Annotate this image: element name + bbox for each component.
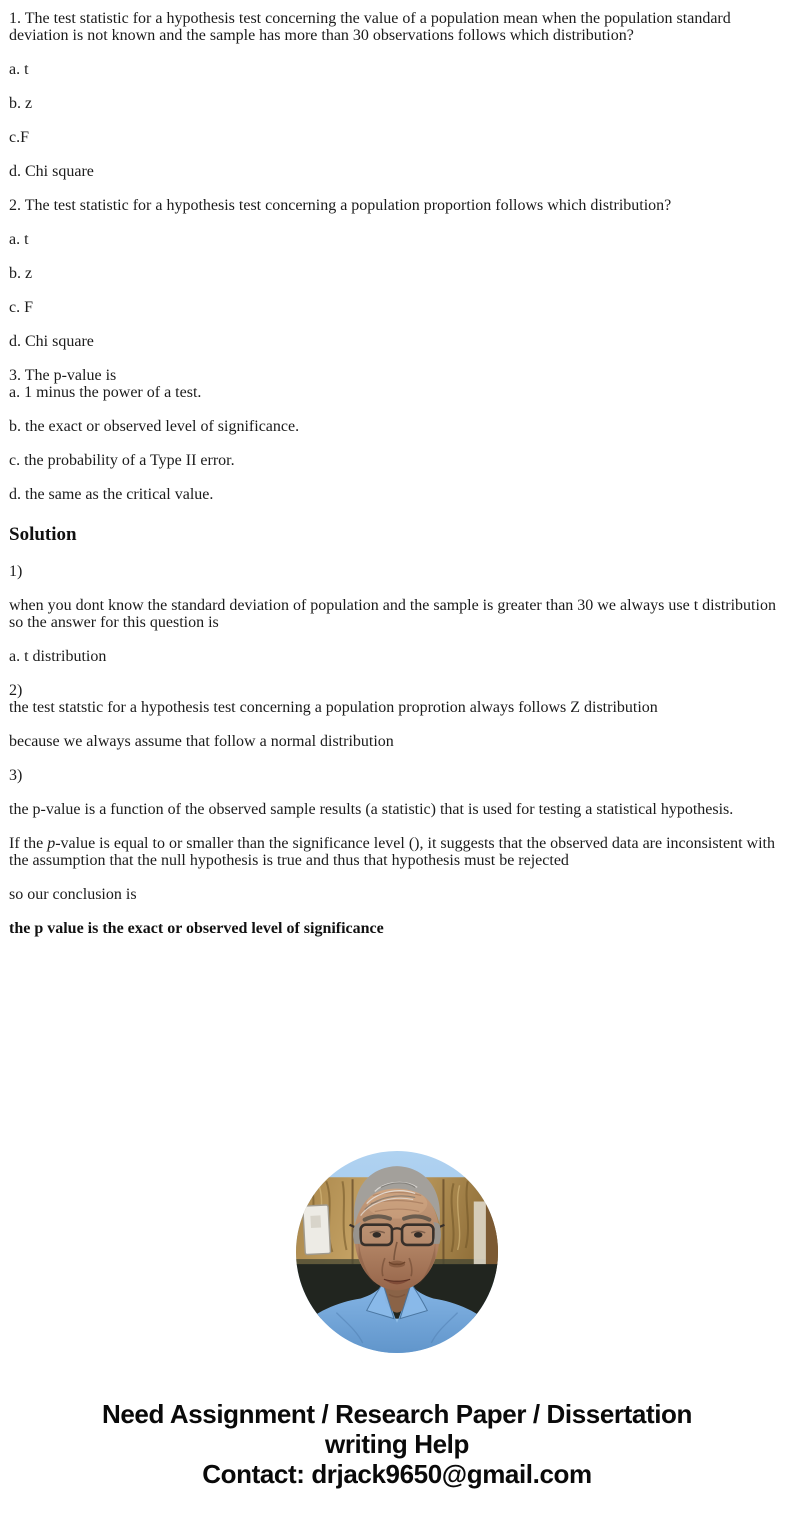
question-3-stem: 3. The p-value is [9, 367, 117, 384]
question-3-text [9, 367, 785, 401]
solution-3-conclusion: the p value is the exact or observed level of significance [9, 920, 384, 937]
question-1-option-d: d. Chi square [9, 163, 94, 180]
solution-3-paragraph-2: If the p-value is equal to or smaller than the significance level (), it suggests that the observed data are inconsistent with the assumption that the null hypothesis is true and thus that hypothesis must be rejected [9, 835, 775, 869]
solution-1-answer: a. t distribution [9, 648, 107, 665]
question-3-option-a: a. 1 minus the power of a test. [9, 384, 202, 401]
question-2-option-c: c. F [9, 299, 33, 316]
solution-heading: Solution [9, 524, 77, 545]
tutor-avatar [296, 1151, 498, 1353]
light-switch-plate [303, 1205, 331, 1255]
solution-3-paragraph-1: the p-value is a function of the observed sample results (a statistic) that is used for testing a statistical hypothesis. [9, 801, 734, 818]
solution-section [9, 563, 785, 937]
solution-2-body: the test statstic for a hypothesis test concerning a population proprotion always follows Z distribution [9, 699, 658, 716]
question-2-option-d: d. Chi square [9, 333, 94, 350]
questions-section [9, 10, 785, 503]
banner-line-1: Need Assignment / Research Paper / Dissertation [101, 1399, 692, 1429]
question-2-text: 2. The test statistic for a hypothesis test concerning a population proportion follows which distribution? [9, 197, 672, 214]
solution-1-body: when you dont know the standard deviation of population and the sample is greater than 30 we always use t distribution so the answer for this question is [9, 597, 776, 631]
banner-line-2: writing Help [325, 1429, 469, 1459]
question-2-option-a: a. t [9, 231, 29, 248]
question-1-option-b: b. z [9, 95, 33, 112]
solution-2-paragraph [9, 682, 785, 716]
question-1-text: 1. The test statistic for a hypothesis test concerning the value of a population mean when the population standard deviation is not known and the sample has more than 30 observations follows which distribution? [9, 10, 731, 44]
solution-1-label: 1) [9, 563, 23, 580]
footer-banner [9, 1399, 785, 1489]
italic-p: p [47, 835, 56, 852]
solution-3-label: 3) [9, 767, 23, 784]
question-3-option-d: d. the same as the critical value. [9, 486, 214, 503]
question-3-option-c: c. the probability of a Type II error. [9, 452, 235, 469]
solution-3-conclusion-intro: so our conclusion is [9, 886, 137, 903]
tutor-portrait-illustration [296, 1151, 498, 1353]
question-2-option-b: b. z [9, 265, 33, 282]
question-1-option-c: c.F [9, 129, 29, 146]
banner-contact-email: Contact: drjack9650@gmail.com [202, 1459, 592, 1489]
solution-2-extra: because we always assume that follow a normal distribution [9, 733, 394, 750]
question-1-option-a: a. t [9, 61, 29, 78]
question-3-option-b: b. the exact or observed level of significance. [9, 418, 300, 435]
solution-2-label: 2) [9, 682, 23, 699]
